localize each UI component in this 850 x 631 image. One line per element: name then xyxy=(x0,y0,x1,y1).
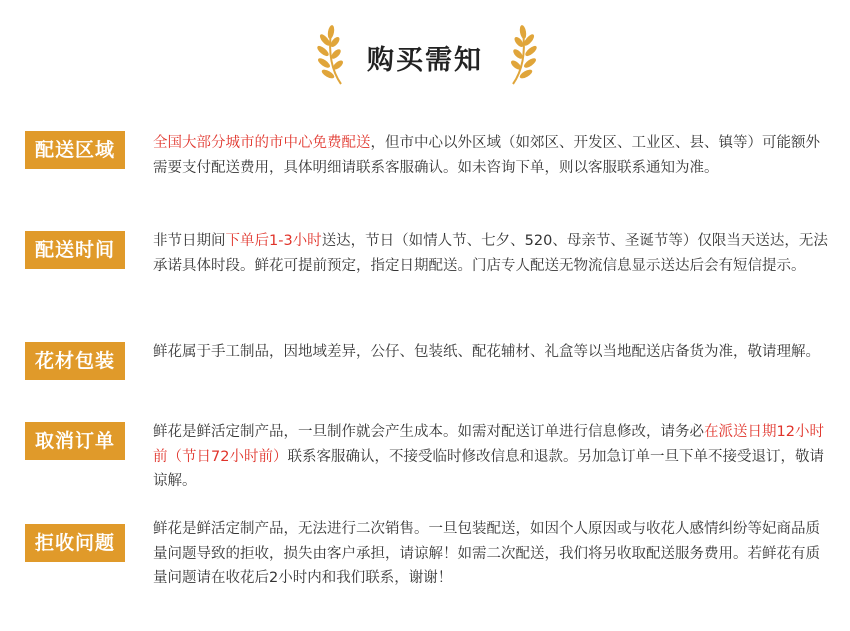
body-text: 鲜花是鲜活定制产品，一旦制作就会产生成本。如需对配送订单进行信息修改，请务必 xyxy=(153,424,704,440)
body-text: 联系客服确认，不接受临时修改信息和退款。另加急订单一旦下单不接受退订，敬请谅解。 xyxy=(153,448,824,489)
section-text xyxy=(153,517,828,591)
body-text: ，但市中心以外区域（如郊区、开发区、工业区、县、镇等）可能额外需要支付配送费用，具体明细请联系客服确认。如未咨询下单，则以客服联系通知为准。 xyxy=(153,135,820,176)
section-text xyxy=(153,420,828,494)
highlight-text: 全国大部分城市的市中心免费配送 xyxy=(153,135,371,151)
section-badge: 拒收问题 xyxy=(25,524,125,562)
page-header xyxy=(0,18,850,88)
highlight-text: 下单后1-3小时 xyxy=(225,233,322,249)
body-text: 非节日期间 xyxy=(153,233,226,249)
section-badge: 配送区域 xyxy=(25,131,125,169)
page-title: 购买需知 xyxy=(367,45,483,76)
section-badge: 取消订单 xyxy=(25,422,125,460)
body-text: 鲜花属于手工制品，因地域差异，公仔、包装纸、配花辅材、礼盒等以当地配送店备货为准，敬请理解。 xyxy=(153,344,820,360)
section-text xyxy=(153,229,828,278)
laurel-right-icon xyxy=(501,24,541,86)
highlight-text: 在派送日期12小时前（节日72小时前） xyxy=(153,424,824,465)
section-badge: 配送时间 xyxy=(25,231,125,269)
section-text xyxy=(153,131,828,180)
body-text: 鲜花是鲜活定制产品，无法进行二次销售。一旦包装配送，如因个人原因或与收花人感情纠纷等妃商品质量问题导致的拒收，损失由客户承担，请谅解！如需二次配送，我们将另收取配送服务费用。若鲜花有质量问题请在收花后2小时内和我们联系，谢谢！ xyxy=(153,521,820,586)
section-text xyxy=(153,340,828,365)
section-badge: 花材包装 xyxy=(25,342,125,380)
body-text: 送达，节日（如情人节、七夕、520、母亲节、圣诞节等）仅限当天送达，无法承诺具体时段。鲜花可提前预定，指定日期配送。门店专人配送无物流信息显示送达后会有短信提示。 xyxy=(153,233,828,274)
